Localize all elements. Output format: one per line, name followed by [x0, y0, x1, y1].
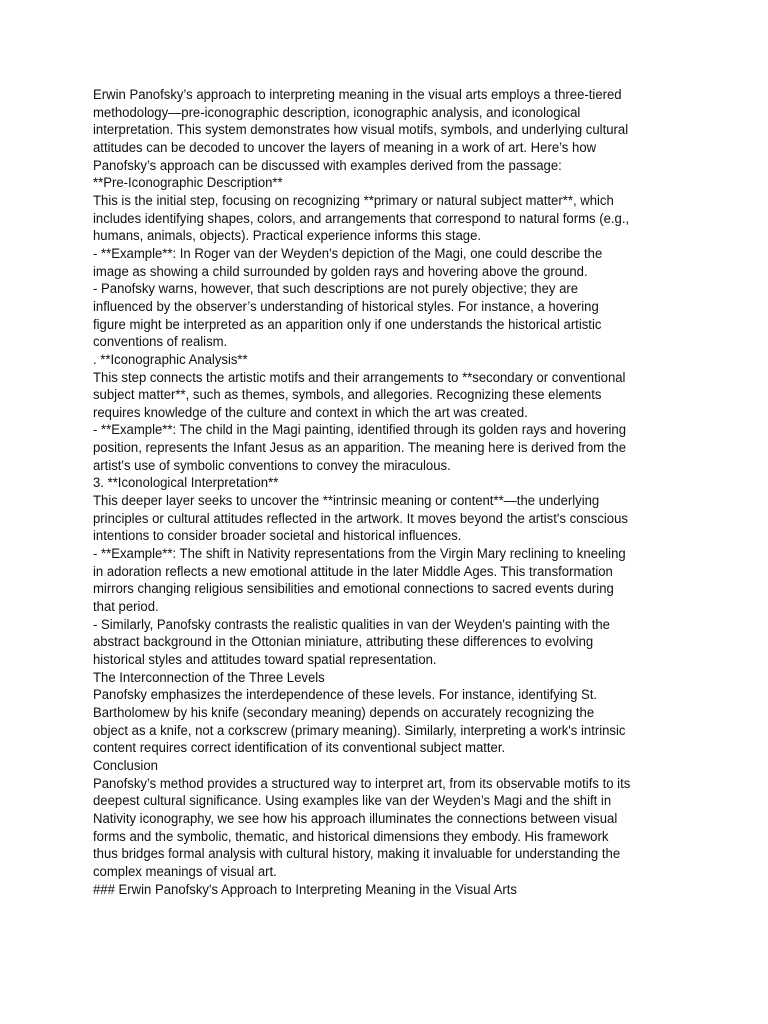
text-line: artist's use of symbolic conventions to convey the miraculous. [93, 457, 451, 473]
text-line: deepest cultural significance. Using examples like van der Weyden’s Magi and the shift in [93, 793, 612, 809]
text-line: This step connects the artistic motifs and their arrangements to **secondary or conventional [93, 369, 626, 385]
text-line: content requires correct identification of its conventional subject matter. [93, 740, 506, 756]
text-line: that period. [93, 599, 159, 615]
text-line: requires knowledge of the culture and context in which the art was created. [93, 404, 528, 420]
text-line: The Interconnection of the Three Levels [93, 669, 325, 685]
text-line: This deeper layer seeks to uncover the **intrinsic meaning or content**—the underlying [93, 493, 600, 509]
text-line: intentions to consider broader societal and historical influences. [93, 528, 462, 544]
text-line: influenced by the observer’s understanding of historical styles. For instance, a hovering [93, 298, 599, 314]
text-line: - **Example**: The shift in Nativity representations from the Virgin Mary reclining to kneeling [93, 546, 626, 562]
text-line: figure might be interpreted as an apparition only if one understands the historical artistic [93, 316, 602, 332]
text-line: - **Example**: The child in the Magi painting, identified through its golden rays and hovering [93, 422, 627, 438]
text-line: object as a knife, not a corkscrew (primary meaning). Similarly, interpreting a work's intrinsic [93, 722, 626, 738]
text-line: - Similarly, Panofsky contrasts the realistic qualities in van der Weyden's painting with the [93, 616, 610, 632]
text-line: 3. **Iconological Interpretation** [93, 475, 279, 491]
text-line: Erwin Panofsky’s approach to interpreting meaning in the visual arts employs a three-tiered [93, 87, 622, 102]
text-line: conventions of realism. [93, 334, 228, 350]
text-line: complex meanings of visual art. [93, 863, 277, 879]
text-line: Bartholomew by his knife (secondary meaning) depends on accurately recognizing the [93, 704, 595, 720]
text-line: methodology—pre-iconographic description, iconographic analysis, and iconological [93, 104, 581, 120]
text-line: . **Iconographic Analysis** [93, 351, 248, 367]
text-line: **Pre-Iconographic Description** [93, 175, 283, 191]
text-line: - **Example**: In Roger van der Weyden's depiction of the Magi, one could describe the [93, 245, 603, 261]
text-line: humans, animals, objects). Practical experience informs this stage. [93, 228, 482, 244]
text-line: includes identifying shapes, colors, and arrangements that correspond to natural forms (e.g., [93, 210, 630, 226]
text-line: Nativity iconography, we see how his approach illuminates the connections between visual [93, 810, 618, 826]
text-line: Panofsky emphasizes the interdependence of these levels. For instance, identifying St. [93, 687, 598, 703]
text-line: attitudes can be decoded to uncover the layers of meaning in a work of art. Here’s how [93, 139, 597, 155]
text-line: thus bridges formal analysis with cultural history, making it invaluable for understanding the [93, 846, 621, 862]
text-line: image as showing a child surrounded by golden rays and hovering above the ground. [93, 263, 588, 279]
text-line: subject matter**, such as themes, symbols, and allegories. Recognizing these elements [93, 387, 602, 403]
text-line: Panofsky’s approach can be discussed with examples derived from the passage: [93, 157, 562, 173]
text-line: forms and the symbolic, thematic, and historical dimensions they embody. His framework [93, 828, 609, 844]
text-line: This is the initial step, focusing on recognizing **primary or natural subject matter**, which [93, 192, 614, 208]
text-line: abstract background in the Ottonian miniature, attributing these differences to evolving [93, 634, 594, 650]
text-line: historical styles and attitudes toward spatial representation. [93, 652, 437, 667]
text-line: position, represents the Infant Jesus as an apparition. The meaning here is derived from the [93, 440, 627, 456]
text-line: interpretation. This system demonstrates how visual motifs, symbols, and underlying cultural [93, 122, 629, 138]
text-line: mirrors changing religious sensibilities and emotional connections to sacred events during [93, 581, 614, 597]
text-line: in adoration reflects a new emotional attitude in the later Middle Ages. This transformation [93, 563, 613, 579]
text-line: Conclusion [93, 757, 158, 773]
text-line: - Panofsky warns, however, that such descriptions are not purely objective; they are [93, 281, 579, 297]
text-line: principles or cultural attitudes reflected in the artwork. It moves beyond the artist's conscious [93, 510, 628, 526]
document-body [93, 86, 693, 898]
text-line: Panofsky’s method provides a structured way to interpret art, from its observable motifs to its [93, 775, 631, 791]
text-line: ### Erwin Panofsky's Approach to Interpreting Meaning in the Visual Arts [93, 881, 517, 897]
